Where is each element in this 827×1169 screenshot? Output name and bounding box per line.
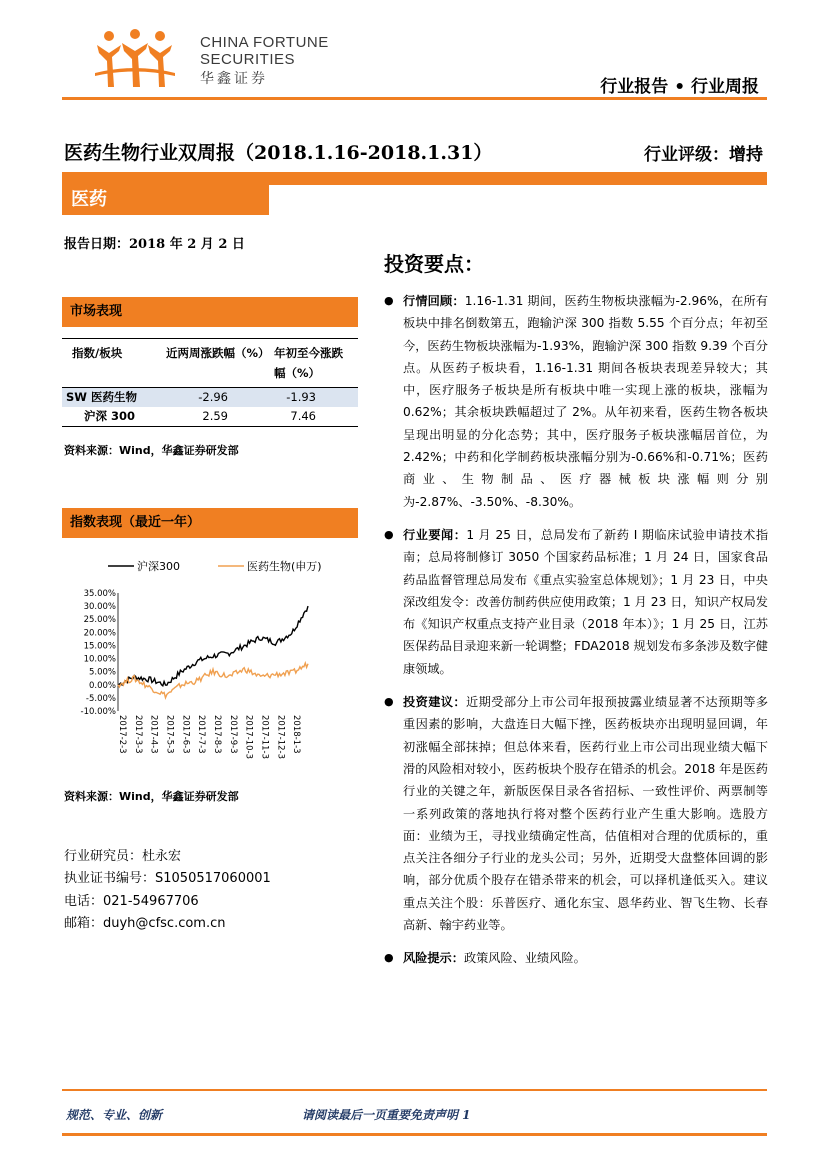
y-tick-label: -10.00% [80, 707, 116, 717]
market-table-wrap [62, 338, 358, 427]
report-type: 行业报告 • 行业周报 [600, 77, 759, 97]
row-ytd: 7.46 [290, 408, 316, 423]
company-logo [95, 27, 195, 91]
table-row [62, 387, 358, 407]
y-tick-label: 20.00% [83, 628, 116, 639]
list-item [384, 691, 768, 936]
table-row [62, 407, 358, 426]
index-chart [62, 548, 358, 780]
x-tick-label: 2017-2-3 [117, 715, 127, 754]
x-tick-label: 2017-5-3 [164, 715, 175, 754]
market-source: 资料来源：Wind，华鑫证券研发部 [64, 444, 239, 457]
bullet-dot-icon: ● [384, 527, 394, 541]
x-tick-label: 2017-6-3 [180, 715, 191, 754]
bullet-label: 行业要闻： [403, 527, 467, 542]
row-name: SW 医药生物 [66, 389, 137, 404]
footer-rule-top [62, 1089, 767, 1091]
bullet-text: 1 月 25 日，总局发布了新药 I 期临床试验申请技术指南；总局将制修订 3050 个国家药品标准；1 月 24 日，国家食品药品监督管理总局发布《重点实验室总体规划》；1 月 23 日，中央深改组发令：改善仿制药供应使用政策；1 月 23 日，知识产权局发布《知识产权重点支持产业目录（2018 年本）》；1 月 25 日，江苏医保药品目录迎来新一轮调整；FDA2018 规划发布多条涉及数字健康领域。 [403, 527, 769, 676]
footer-disclaimer: 请阅读最后一页重要免责声明 1 [302, 1108, 471, 1122]
header-rule [62, 97, 767, 100]
y-tick-label: 15.00% [83, 641, 116, 652]
col-header-2w: 近两周涨跌幅（%） [166, 346, 270, 360]
row-2w: -2.96 [198, 389, 228, 404]
bullet-dot-icon: ● [384, 695, 394, 709]
y-tick-label: 30.00% [83, 602, 116, 613]
report-date: 报告日期：2018 年 2 月 2 日 [64, 237, 245, 252]
sector-band: 医药 [62, 185, 269, 215]
bullet-label: 风险提示： [403, 951, 464, 966]
legend-label: 医药生物(申万) [247, 560, 322, 573]
index-chart-svg [62, 548, 358, 780]
y-tick-label: 0.00% [88, 680, 116, 691]
bullet-label: 投资建议： [403, 695, 467, 710]
bullet-dot-icon: ● [384, 294, 394, 307]
bullet-text: 政策风险、业绩风险。 [463, 951, 586, 966]
market-table [62, 339, 358, 426]
chart-section-header: 指数表现（最近一年） [62, 508, 358, 538]
bullet-text: 1.16-1.31 期间，医药生物板块涨幅为-2.96%，在所有板块中排名倒数第五，跑输沪深 300 指数 5.55 个百分点；年初至今，医药生物板块涨幅为-1.93%，跑输沪深 300 指数 9.39 个百分点。从医药子板块看，1.16-1.31 期间各板块表现差异较大；其中，医疗服务子板块是所有板块中唯一实现上涨的板块，涨幅为 0.62%；其余板块跌幅超过了 2%。从年初来看，医药生物各板块呈现出明显的分化态势；其中，医疗服务子板块涨幅居首位，为 2.42%；中药和化学制药板块涨幅分别为-0.66%和-0.71%；医药商业、生物制品、医疗器械板块涨幅则分别为-2.87%、-3.50%、-8.30%。 [403, 294, 768, 509]
industry-rating: 行业评级：增持 [644, 145, 763, 165]
y-tick-label: 25.00% [83, 615, 116, 626]
analyst-cert: 执业证书编号：S1050517060001 [64, 871, 271, 887]
analyst-email: 邮箱：duyh@cfsc.com.cn [64, 916, 226, 932]
invest-title: 投资要点： [384, 252, 484, 276]
y-tick-label: 35.00% [83, 589, 116, 599]
bullet-dot-icon: ● [384, 951, 394, 965]
footer-slogan: 规范、专业、创新 [66, 1108, 163, 1122]
x-tick-label: 2018-1-3 [291, 715, 302, 754]
chart-source: 资料来源：Wind，华鑫证券研发部 [64, 790, 239, 803]
row-2w: 2.59 [202, 408, 228, 423]
title-rule [62, 172, 767, 185]
list-item [384, 947, 768, 969]
y-tick-label: 5.00% [88, 667, 116, 678]
logo-figures-icon [95, 27, 195, 91]
analyst-phone: 电话：021-54967706 [64, 893, 199, 909]
logo-text-en-2: SECURITIES [200, 51, 296, 68]
list-item [384, 524, 768, 680]
logo-text-cn: 华鑫证券 [200, 71, 268, 87]
logo-text-en-1: CHINA FORTUNE [200, 34, 329, 51]
col-header-index: 指数/板块 [72, 346, 123, 360]
y-tick-label: -5.00% [85, 693, 116, 704]
col-header-ytd: 年初至今涨跌幅（%） [274, 346, 343, 380]
x-tick-label: 2017-9-3 [227, 715, 238, 754]
x-tick-label: 2017-7-3 [196, 715, 207, 754]
x-tick-label: 2017-11-3 [259, 715, 270, 759]
document-title: 医药生物行业双周报（2018.1.16-2018.1.31） [64, 142, 493, 164]
x-tick-label: 2017-4-3 [148, 715, 159, 754]
analyst-name: 行业研究员：杜永宏 [64, 849, 182, 864]
x-tick-label: 2017-10-3 [243, 715, 254, 759]
x-tick-label: 2017-3-3 [132, 715, 143, 754]
list-item [384, 290, 768, 513]
x-tick-label: 2017-8-3 [212, 715, 222, 754]
bullet-text: 近期受部分上市公司年报预披露业绩显著不达预期等多重因素的影响，大盘连日大幅下挫，医药板块亦出现明显回调，年初涨幅全部抹掉；但总体来看，医药行业上市公司出现业绩大幅下滑的风险相对较小，医药板块个股存在错杀的机会。2018 年是医药行业的关键之年，新版医保目录各省招标、一致性评价、两票制等一系列政策的落地执行将对整个医药行业产生重大影响。选股方面：业绩为王，寻找业绩确定性高，估值相对合理的优质标的，重点关注各细分子行业的龙头公司；另外，近期受大盘整体回调的影响，部分优质个股存在错杀带来的机会，可以择机逢低买入。建议重点关注个股：乐普医疗、通化东宝、恩华药业、智飞生物、长春高新、翰宇药业等。 [403, 695, 769, 933]
invest-list [384, 290, 768, 970]
row-name: 沪深 300 [84, 408, 136, 423]
row-ytd: -1.93 [286, 389, 316, 404]
footer-rule-bottom [62, 1133, 767, 1136]
legend-label: 沪深300 [137, 560, 180, 573]
bullet-label: 行情回顾： [403, 294, 465, 308]
x-tick-label: 2017-12-3 [275, 715, 286, 759]
market-section-header: 市场表现 [62, 297, 358, 327]
analyst-info [64, 846, 271, 936]
y-tick-label: 10.00% [83, 654, 116, 665]
